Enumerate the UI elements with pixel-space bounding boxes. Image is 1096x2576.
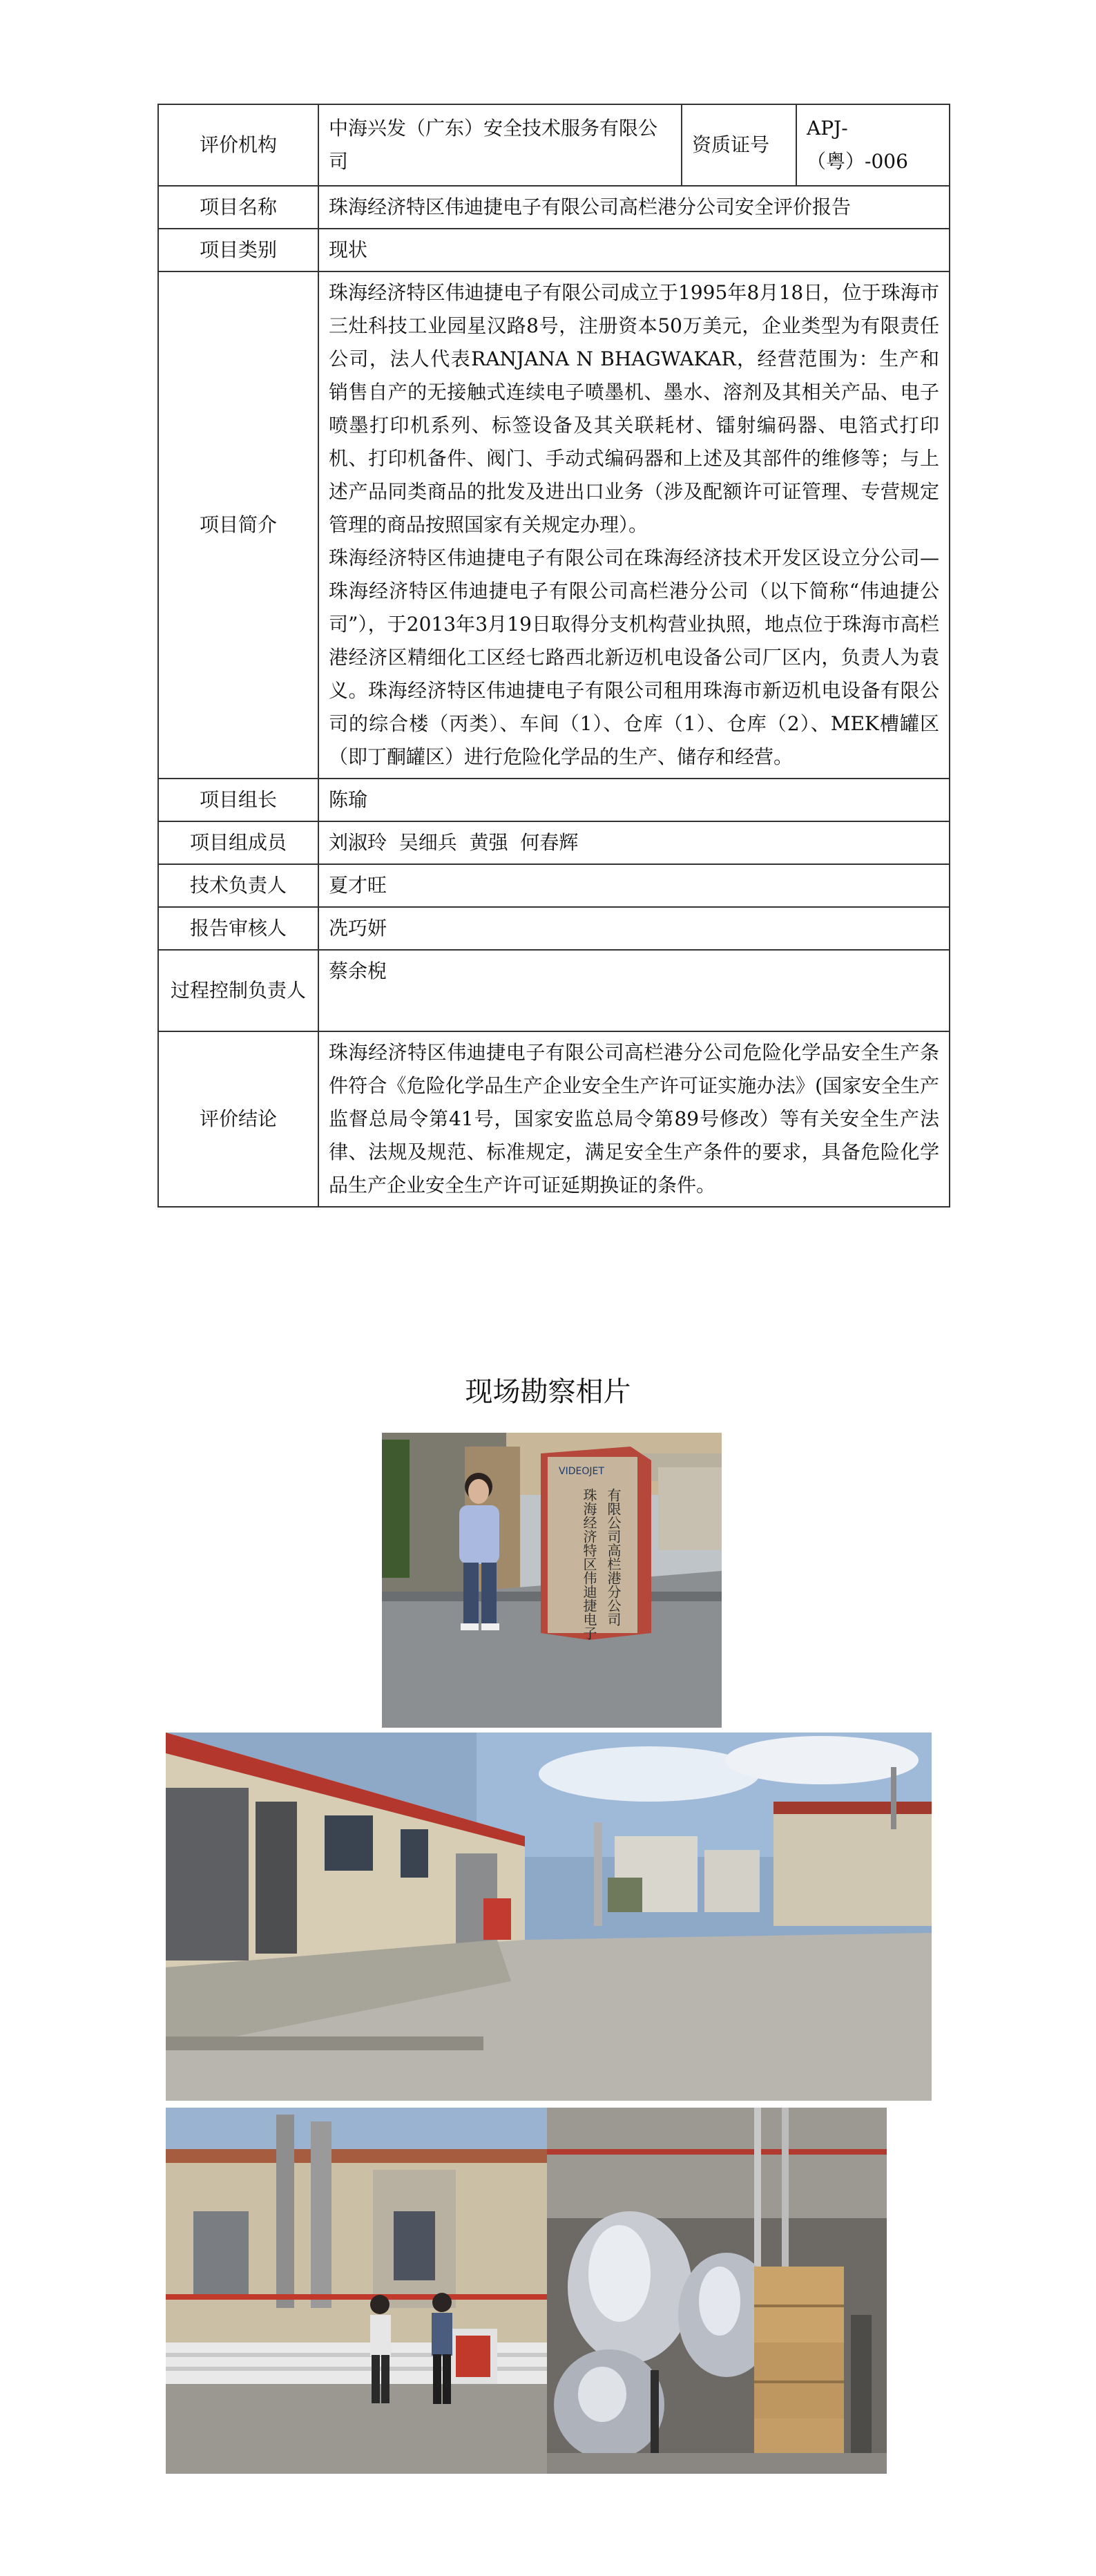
intro-paragraph-1: 珠海经济特区伟迪捷电子有限公司成立于1995年8月18日，位于珠海市三灶科技工业园星汉路8号，注册资本50万美元，企业类型为有限责任公司，法人代表RANJANA N BHAGWAKAR，经营范围为：生产和销售自产的无接触式连续电子喷墨机、墨水、溶剂及其相关产品、电子喷墨打印机系列、标签设备及其关联耗材、镭射编码器、电箔式打印机、打印机备件、阀门、手动式编码器和上述及其部件的维修等；与上述产品同类商品的批发及进出口业务（涉及配额许可证管理、专营规定管理的商品按照国家有关规定办理）。: [329, 281, 939, 536]
photo-workshop: [547, 2108, 887, 2474]
members-label: 项目组成员: [158, 821, 318, 864]
tech-value: 夏才旺: [318, 864, 950, 907]
eval-org-value: 中海兴发（广东）安全技术服务有限公司: [318, 104, 682, 186]
row-process: [158, 950, 950, 1031]
eval-org-label: 评价机构: [158, 104, 318, 186]
photo-entrance: [166, 2108, 547, 2474]
members-value: 刘淑玲 吴细兵 黄强 何春辉: [318, 821, 950, 864]
process-label: 过程控制负责人: [158, 950, 318, 1031]
tech-label: 技术负责人: [158, 864, 318, 907]
cert-value: APJ-（粤）-006: [796, 104, 950, 186]
leader-value: 陈瑜: [318, 779, 950, 821]
sign-brand: VIDEOJET: [559, 1466, 604, 1477]
project-info-table: [157, 104, 950, 1208]
row-tech: [158, 864, 950, 907]
project-type-label: 项目类别: [158, 229, 318, 271]
row-conclusion: [158, 1031, 950, 1207]
photo-sign: [382, 1433, 722, 1728]
sign-line-2: 珠海经济特区伟迪捷电子: [581, 1488, 597, 1640]
photo-yard: [166, 1733, 932, 2101]
intro-value: [318, 271, 950, 779]
project-name-value: 珠海经济特区伟迪捷电子有限公司高栏港分公司安全评价报告: [318, 186, 950, 229]
row-reviewer: [158, 907, 950, 950]
reviewer-label: 报告审核人: [158, 907, 318, 950]
cert-label: 资质证号: [682, 104, 796, 186]
row-leader: [158, 779, 950, 821]
project-name-label: 项目名称: [158, 186, 318, 229]
reviewer-value: 冼巧妍: [318, 907, 950, 950]
row-project-type: [158, 229, 950, 271]
row-intro: [158, 271, 950, 779]
sign-line-1: 有限公司高栏港分公司: [605, 1488, 622, 1626]
conclusion-value: 珠海经济特区伟迪捷电子有限公司高栏港分公司危险化学品安全生产条件符合《危险化学品生产企业安全生产许可证实施办法》(国家安全生产监督总局令第41号，国家安监总局令第89号修改）等有关安全生产法律、法规及规范、标准规定，满足安全生产条件的要求，具备危险化学品生产企业安全生产许可证延期换证的条件。: [318, 1031, 950, 1207]
intro-label: 项目简介: [158, 271, 318, 779]
row-eval-org: [158, 104, 950, 186]
row-members: [158, 821, 950, 864]
leader-label: 项目组长: [158, 779, 318, 821]
row-project-name: [158, 186, 950, 229]
project-type-value: 现状: [318, 229, 950, 271]
photos-heading: 现场勘察相片: [465, 1376, 631, 1408]
process-value: 蔡余棿: [318, 950, 950, 1031]
conclusion-label: 评价结论: [158, 1031, 318, 1207]
intro-paragraph-2: 珠海经济特区伟迪捷电子有限公司在珠海经济技术开发区设立分公司—珠海经济特区伟迪捷电子有限公司高栏港分公司（以下简称“伟迪捷公司”），于2013年3月19日取得分支机构营业执照，地点位于珠海市高栏港经济区精细化工区经七路西北新迈机电设备公司厂区内，负责人为袁义。珠海经济特区伟迪捷电子有限公司租用珠海市新迈机电设备有限公司的综合楼（丙类）、车间（1）、仓库（1）、仓库（2）、MEK槽罐区（即丁酮罐区）进行危险化学品的生产、储存和经营。: [329, 546, 939, 768]
